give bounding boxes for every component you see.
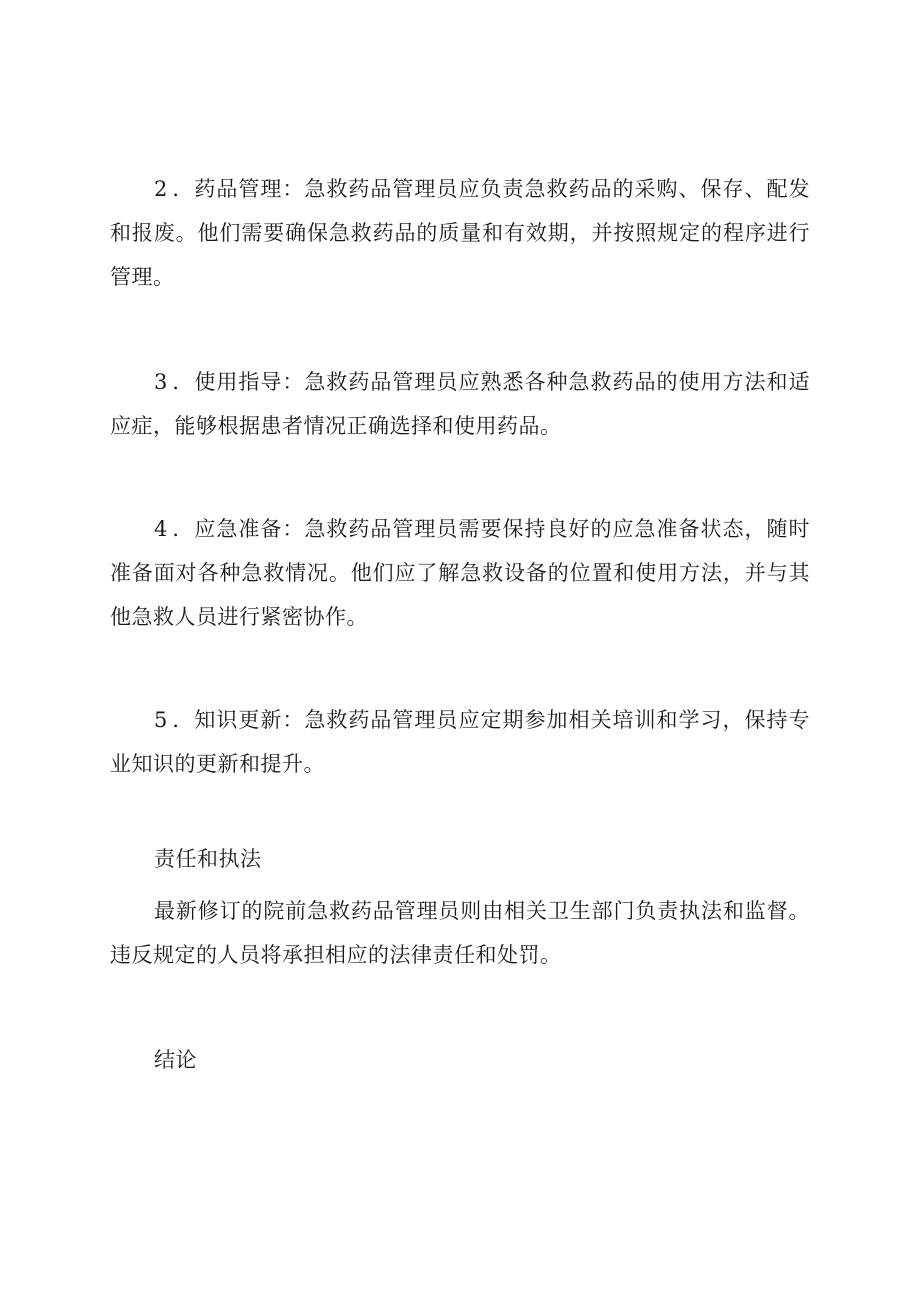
list-item-number: 5 [154, 708, 168, 732]
list-item-number: 2 [154, 177, 168, 201]
list-item-text: 知识更新：急救药品管理员应定期参加相关培训和学习，保持专业知识的更新和提升。 [110, 708, 811, 776]
list-item-number: 4 [154, 517, 168, 541]
list-item-drug-management [110, 167, 810, 299]
list-item-separator: ． [171, 517, 195, 541]
list-item-emergency-preparedness [110, 507, 810, 639]
list-item-text: 应急准备：急救药品管理员需要保持良好的应急准备状态，随时准备面对各种急救情况。他们应了解急救设备的位置和使用方法，并与其他急救人员进行紧密协作。 [110, 517, 811, 629]
list-item-separator: ． [171, 177, 195, 201]
section-heading-responsibility: 责任和执法 [154, 847, 262, 871]
list-item-usage-guidance [110, 360, 810, 448]
section-heading-conclusion: 结论 [154, 1048, 197, 1072]
list-item-separator: ． [171, 370, 195, 394]
list-item-number: 3 [154, 370, 168, 394]
list-item-text: 药品管理：急救药品管理员应负责急救药品的采购、保存、配发和报废。他们需要确保急救药品的质量和有效期，并按照规定的程序进行管理。 [110, 177, 811, 289]
list-item-text: 使用指导：急救药品管理员应熟悉各种急救药品的使用方法和适应症，能够根据患者情况正确选择和使用药品。 [110, 370, 811, 438]
section-body-responsibility: 最新修订的院前急救药品管理员则由相关卫生部门负责执法和监督。违反规定的人员将承担相应的法律责任和处罚。 [110, 899, 810, 967]
list-item-separator: ． [171, 708, 195, 732]
list-item-knowledge-update [110, 698, 810, 786]
